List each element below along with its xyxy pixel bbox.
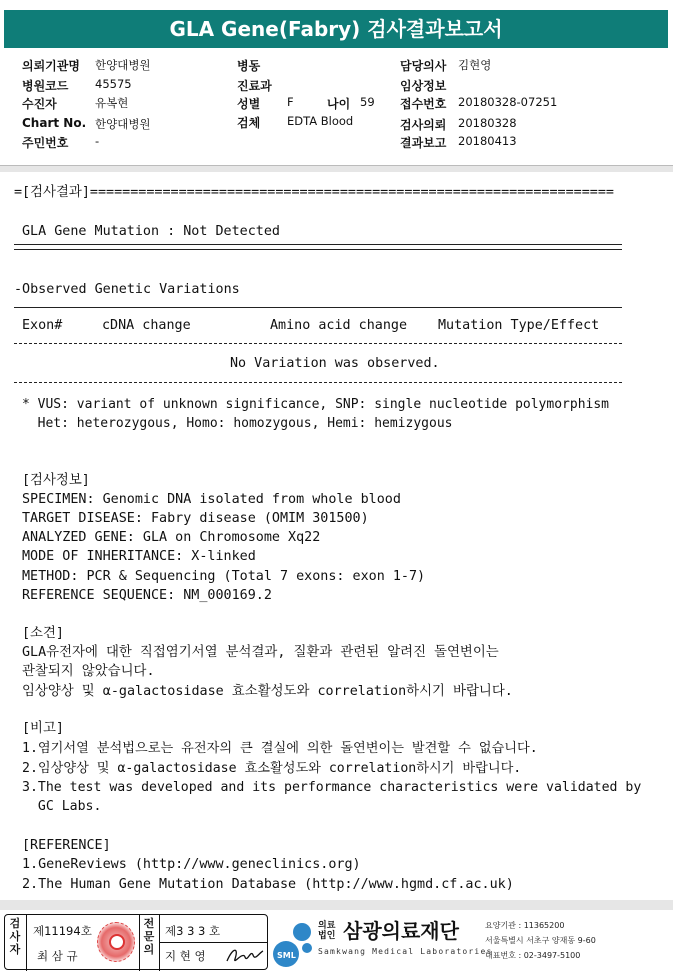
- ward-label: 병동: [237, 59, 261, 73]
- hospital-code-value: 45575: [95, 77, 132, 91]
- doctor-value: 김현영: [458, 58, 492, 72]
- specialist-name: 지 현 영: [165, 949, 206, 963]
- test-info-line: SPECIMEN: Genomic DNA isolated from whole blood: [22, 492, 401, 507]
- chart-no-label: Chart No.: [22, 116, 87, 130]
- report-title: GLA Gene(Fabry) 검사결과보고서: [4, 10, 668, 48]
- specimen-value: EDTA Blood: [287, 114, 354, 128]
- table-bottom-divider: [14, 382, 622, 383]
- reference-header: [REFERENCE]: [22, 838, 111, 853]
- opinion-line: 임상양상 및 α-galactosidase 효소활성도와 correlation하시기 바랍니다.: [22, 684, 513, 699]
- mutation-result: GLA Gene Mutation : Not Detected: [22, 224, 280, 239]
- double-divider: [14, 244, 622, 250]
- specimen-label: 검체: [237, 116, 261, 130]
- col-mutation-type: Mutation Type/Effect: [438, 318, 600, 333]
- examiner-license: 제11194호: [33, 924, 92, 938]
- receipt-no-label: 접수번호: [400, 97, 447, 111]
- org-address: 서울특별시 서초구 양재동 9-60: [485, 936, 596, 945]
- org-name: 삼광의료재단: [343, 919, 459, 943]
- result-section-header: =[검사결과]=================================================================: [14, 185, 614, 200]
- resident-no-value: -: [95, 134, 100, 148]
- org-code: 요양기관 : 11365200: [485, 921, 565, 930]
- abbrev-note-2: Het: heterozygous, Homo: homozygous, Hemi: hemizygous: [22, 416, 453, 431]
- patient-label: 수진자: [22, 97, 57, 111]
- abbrev-note-1: * VUS: variant of unknown significance, SNP: single nucleotide polymorphism: [22, 397, 609, 412]
- test-info-line: TARGET DISEASE: Fabry disease (OMIM 301500): [22, 511, 369, 526]
- report-date-label: 결과보고: [400, 136, 447, 150]
- dept-label: 진료과: [237, 79, 272, 93]
- org-phone: 대표번호 : 02-3497-5100: [485, 951, 581, 960]
- logo-text: SML: [277, 951, 296, 960]
- org-value: 한양대병원: [95, 58, 151, 72]
- opinion-line: 관찰되지 않았습니다.: [22, 664, 155, 679]
- specialist-vertical-label: 전문의: [143, 917, 155, 956]
- resident-no-label: 주민번호: [22, 136, 69, 150]
- receipt-no-value: 20180328-07251: [458, 95, 558, 109]
- sml-logo-icon: [272, 918, 314, 968]
- table-header-divider: [14, 343, 622, 344]
- remarks-header: [비고]: [22, 721, 64, 736]
- patient-info-header: [0, 48, 673, 166]
- remark-line: GC Labs.: [22, 799, 102, 814]
- reference-line: 2.The Human Gene Mutation Database (http://www.hgmd.cf.ac.uk): [22, 877, 514, 892]
- footer-separator: [0, 900, 673, 910]
- signature-box: [4, 914, 268, 970]
- no-variation-text: No Variation was observed.: [230, 356, 440, 371]
- hospital-code-label: 병원코드: [22, 79, 69, 93]
- request-date-value: 20180328: [458, 116, 517, 130]
- observed-variations-title: -Observed Genetic Variations: [14, 282, 240, 297]
- report-date-value: 20180413: [458, 134, 517, 148]
- org-name-en: Samkwang Medical Laboratories: [318, 947, 493, 956]
- examiner-seal: [97, 922, 135, 962]
- specialist-license: 제3 3 3 호: [165, 924, 221, 938]
- remark-line: 3.The test was developed and its performance characteristics were validated by: [22, 780, 642, 795]
- opinion-line: GLA유전자에 대한 직접염기서열 분석결과, 질환과 관련된 알려진 돌연변이는: [22, 645, 499, 660]
- specialist-signature-icon: [223, 943, 265, 967]
- patient-value: 유복현: [95, 96, 129, 110]
- request-date-label: 검사의뢰: [400, 118, 447, 132]
- test-info-line: MODE OF INHERITANCE: X-linked: [22, 549, 256, 564]
- test-info-line: REFERENCE SEQUENCE: NM_000169.2: [22, 588, 272, 603]
- examiner-vertical-label: 검사자: [9, 917, 21, 956]
- sex-value: F: [287, 95, 294, 109]
- table-top-divider: [14, 307, 622, 308]
- test-info-line: ANALYZED GENE: GLA on Chromosome Xq22: [22, 530, 321, 545]
- age-label: 나이: [327, 97, 351, 111]
- org-label: 의뢰기관명: [22, 59, 80, 73]
- clinical-info-label: 임상정보: [400, 79, 447, 93]
- test-info-line: METHOD: PCR & Sequencing (Total 7 exons: exon 1-7): [22, 569, 426, 584]
- remark-line: 2.임상양상 및 α-galactosidase 효소활성도와 correlation하시기 바랍니다.: [22, 761, 522, 776]
- examiner-name: 최 삼 규: [37, 949, 78, 963]
- sex-label: 성별: [237, 97, 261, 111]
- opinion-header: [소견]: [22, 626, 64, 641]
- chart-no-value: 한양대병원: [95, 117, 151, 131]
- remark-line: 1.염기서열 분석법으로는 유전자의 큰 결실에 의한 돌연변이는 발견할 수 없습니다.: [22, 741, 538, 756]
- col-amino-acid: Amino acid change: [270, 318, 408, 333]
- col-exon: Exon#: [22, 318, 63, 333]
- divider: [26, 915, 27, 971]
- doctor-label: 담당의사: [400, 59, 447, 73]
- col-cdna: cDNA change: [102, 318, 191, 333]
- age-value: 59: [360, 95, 375, 109]
- divider: [159, 915, 160, 971]
- test-info-header: [검사정보]: [22, 473, 90, 488]
- header-separator: [0, 166, 673, 172]
- reference-line: 1.GeneReviews (http://www.geneclinics.org): [22, 857, 361, 872]
- org-type: 의료법인: [318, 921, 336, 941]
